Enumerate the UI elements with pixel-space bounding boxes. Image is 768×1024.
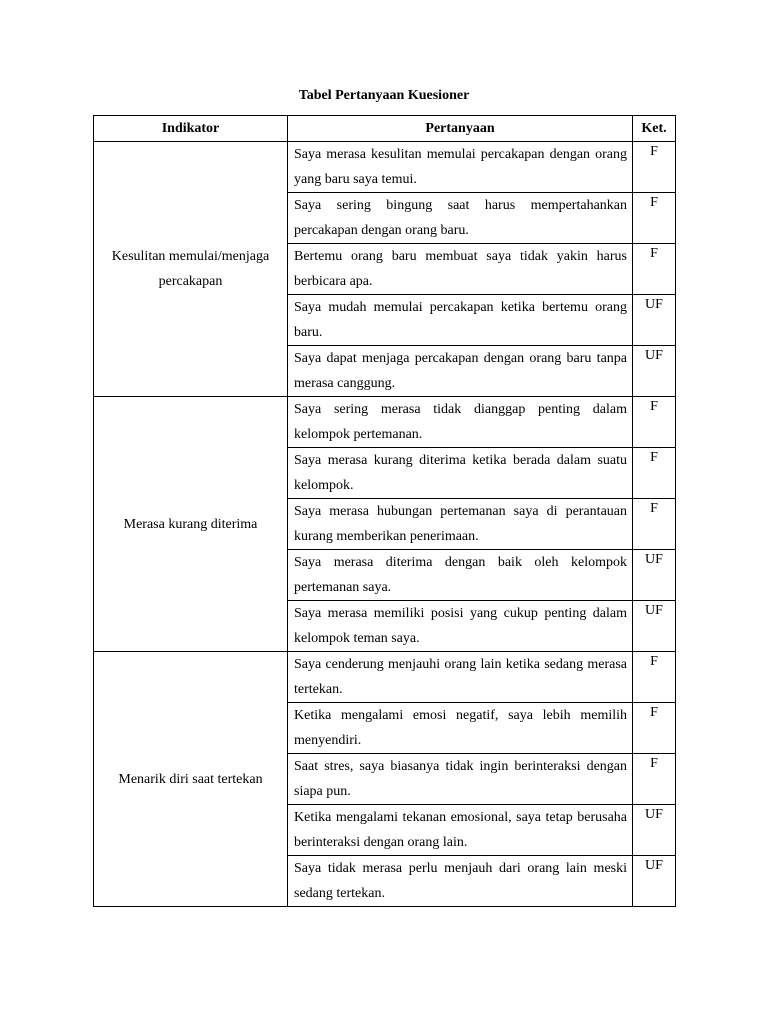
ket-cell: UF (633, 856, 676, 907)
question-cell (288, 856, 633, 907)
ket-cell: F (633, 244, 676, 295)
question-cell (288, 550, 633, 601)
ket-cell: UF (633, 805, 676, 856)
question-text: Saya merasa hubungan pertemanan saya di perantauan kurang memberikan penerimaan. (294, 504, 627, 544)
question-cell (288, 397, 633, 448)
header-ket: Ket. (633, 116, 676, 142)
table-row (94, 397, 676, 448)
question-cell (288, 448, 633, 499)
questionnaire-table (93, 115, 676, 907)
question-text: Saat stres, saya biasanya tidak ingin berinteraksi dengan siapa pun. (294, 759, 627, 799)
question-cell (288, 703, 633, 754)
indikator-line: Merasa kurang diterima (123, 516, 258, 532)
indikator-line: percakapan (158, 274, 223, 289)
question-cell (288, 193, 633, 244)
table-row (94, 652, 676, 703)
table-title: Tabel Pertanyaan Kuesioner (298, 88, 470, 103)
indikator-line: Kesulitan memulai/menjaga (111, 249, 270, 264)
question-text: Saya merasa memiliki posisi yang cukup penting dalam kelompok teman saya. (294, 606, 627, 646)
ket-cell: F (633, 499, 676, 550)
ket-cell: UF (633, 601, 676, 652)
question-cell (288, 244, 633, 295)
question-cell (288, 142, 633, 193)
question-cell (288, 346, 633, 397)
indikator-cell (94, 397, 288, 652)
question-cell (288, 805, 633, 856)
question-text: Bertemu orang baru membuat saya tidak yakin harus berbicara apa. (294, 249, 627, 289)
question-text: Ketika mengalami tekanan emosional, saya tetap berusaha berinteraksi dengan orang lain. (294, 810, 627, 850)
question-text: Saya sering bingung saat harus mempertahankan percakapan dengan orang baru. (294, 198, 627, 238)
ket-cell: UF (633, 346, 676, 397)
ket-cell: F (633, 703, 676, 754)
indikator-line: Menarik diri saat tertekan (118, 771, 263, 787)
question-text: Saya dapat menjaga percakapan dengan orang baru tanpa merasa canggung. (294, 351, 627, 391)
question-text: Saya merasa diterima dengan baik oleh kelompok pertemanan saya. (294, 555, 627, 595)
question-cell (288, 499, 633, 550)
question-text: Saya merasa kesulitan memulai percakapan dengan orang yang baru saya temui. (294, 147, 627, 187)
indikator-cell (94, 652, 288, 907)
question-text: Saya tidak merasa perlu menjauh dari orang lain meski sedang tertekan. (294, 861, 627, 901)
question-text: Saya mudah memulai percakapan ketika bertemu orang baru. (294, 300, 627, 340)
ket-cell: F (633, 652, 676, 703)
question-text: Saya merasa kurang diterima ketika berada dalam suatu kelompok. (294, 453, 627, 493)
ket-cell: F (633, 397, 676, 448)
ket-cell: F (633, 754, 676, 805)
ket-cell: F (633, 142, 676, 193)
question-cell (288, 652, 633, 703)
ket-cell: F (633, 448, 676, 499)
ket-cell: UF (633, 295, 676, 346)
header-pertanyaan: Pertanyaan (288, 116, 633, 142)
question-text: Ketika mengalami emosi negatif, saya lebih memilih menyendiri. (294, 708, 627, 748)
header-row (94, 116, 676, 142)
question-cell (288, 754, 633, 805)
question-cell (288, 295, 633, 346)
ket-cell: UF (633, 550, 676, 601)
question-text: Saya cenderung menjauhi orang lain ketika sedang merasa tertekan. (294, 657, 627, 697)
ket-cell: F (633, 193, 676, 244)
header-indikator: Indikator (94, 116, 288, 142)
question-text: Saya sering merasa tidak dianggap penting dalam kelompok pertemanan. (294, 402, 627, 442)
indikator-cell (94, 142, 288, 397)
table-row (94, 142, 676, 193)
question-cell (288, 601, 633, 652)
